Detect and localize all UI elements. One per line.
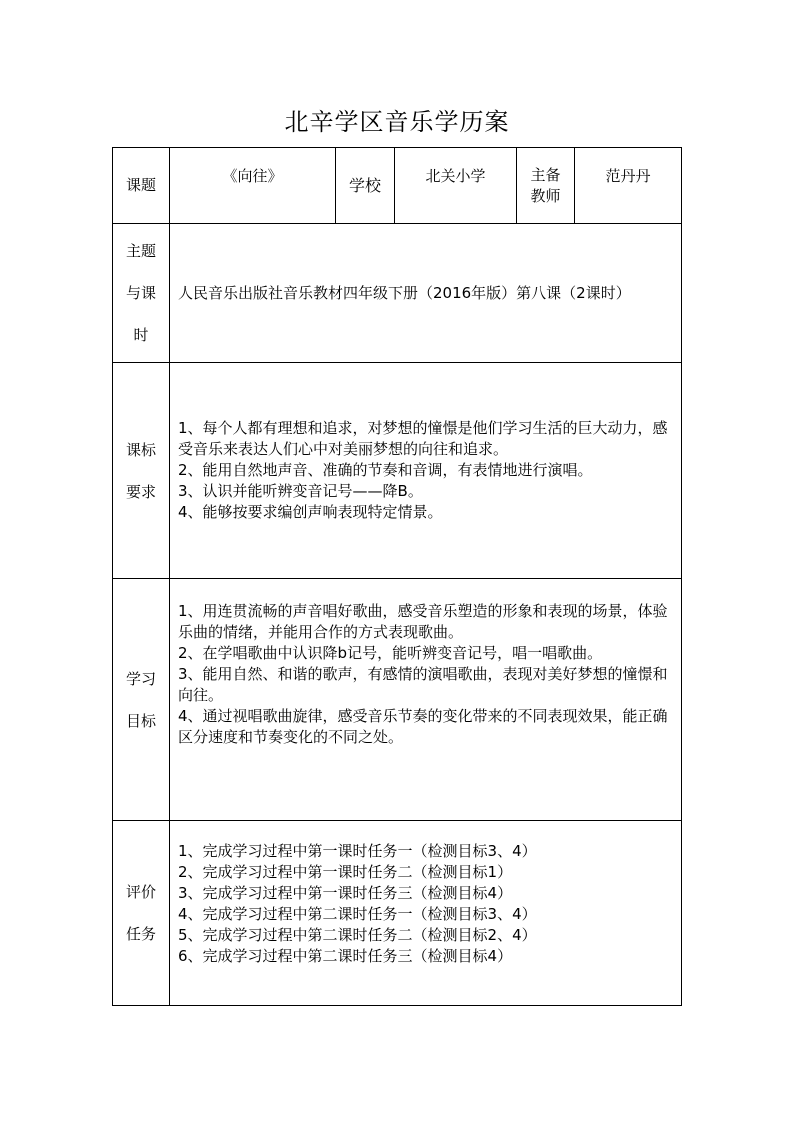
topic-label: 课题 [113, 148, 170, 224]
tasks-item: 5、完成学习过程中第二课时任务二（检测目标2、4） [178, 926, 537, 944]
goals-label-line-2: 目标 [125, 711, 156, 730]
tasks-item: 1、完成学习过程中第一课时任务一（检测目标3、4） [178, 842, 537, 860]
goals-label [113, 579, 170, 821]
goals-item: 4、通过视唱歌曲旋律，感受音乐节奏的变化带来的不同表现效果，能正确区分速度和节奏变化的不同之处。 [178, 707, 668, 746]
topic-value: 《向往》 [170, 148, 336, 224]
page-title: 北辛学区音乐学历案 [284, 108, 510, 136]
school-label: 学校 [336, 148, 395, 224]
standards-item: 1、每个人都有理想和追求，对梦想的憧憬是他们学习生活的巨大动力，感受音乐来表达人们心中对美丽梦想的向往和追求。 [178, 419, 668, 458]
teacher-value: 范丹丹 [575, 148, 682, 224]
standards-label-line-2: 要求 [125, 482, 156, 501]
teacher-label [517, 148, 575, 224]
teacher-label-line-1: 主备 [530, 165, 561, 184]
tasks-row [113, 821, 682, 1006]
standards-row [113, 363, 682, 579]
goals-content [170, 579, 682, 821]
school-value: 北关小学 [395, 148, 517, 224]
tasks-label-line-2: 任务 [125, 925, 156, 943]
theme-row [113, 224, 682, 363]
goals-row [113, 579, 682, 821]
teacher-label-line-2: 教师 [530, 186, 561, 205]
standards-item: 2、能用自然地声音、准确的节奏和音调，有表情地进行演唱。 [178, 461, 593, 479]
tasks-item: 6、完成学习过程中第二课时任务三（检测目标4） [178, 947, 513, 965]
theme-label-line-2: 与课 [125, 284, 156, 302]
standards-label [113, 363, 170, 579]
lesson-plan-table [112, 147, 682, 1006]
goals-item: 1、用连贯流畅的声音唱好歌曲，感受音乐塑造的形象和表现的场景，体验乐曲的情绪，并能用合作的方式表现歌曲。 [178, 602, 668, 641]
standards-label-line-1: 课标 [125, 440, 156, 459]
tasks-item: 3、完成学习过程中第一课时任务三（检测目标4） [178, 884, 513, 902]
standards-item: 4、能够按要求编创声响表现特定情景。 [178, 503, 443, 521]
tasks-item: 4、完成学习过程中第二课时任务一（检测目标3、4） [178, 905, 537, 923]
standards-item: 3、认识并能听辨变音记号——降B。 [178, 482, 423, 500]
tasks-label [113, 821, 170, 1006]
theme-label-line-1: 主题 [125, 242, 156, 260]
tasks-content [170, 821, 682, 1006]
tasks-item: 2、完成学习过程中第一课时任务二（检测目标1） [178, 863, 513, 881]
theme-label-line-3: 时 [133, 326, 149, 344]
tasks-label-line-1: 评价 [125, 883, 156, 901]
theme-value: 人民音乐出版社音乐教材四年级下册（2016年版）第八课（2课时） [170, 224, 682, 363]
info-row [113, 148, 682, 224]
goals-item: 3、能用自然、和谐的歌声，有感情的演唱歌曲，表现对美好梦想的憧憬和向往。 [178, 665, 668, 704]
theme-label [113, 224, 170, 363]
goals-label-line-1: 学习 [125, 669, 156, 688]
goals-item: 2、在学唱歌曲中认识降b记号，能听辨变音记号，唱一唱歌曲。 [178, 644, 603, 662]
standards-content [170, 363, 682, 579]
